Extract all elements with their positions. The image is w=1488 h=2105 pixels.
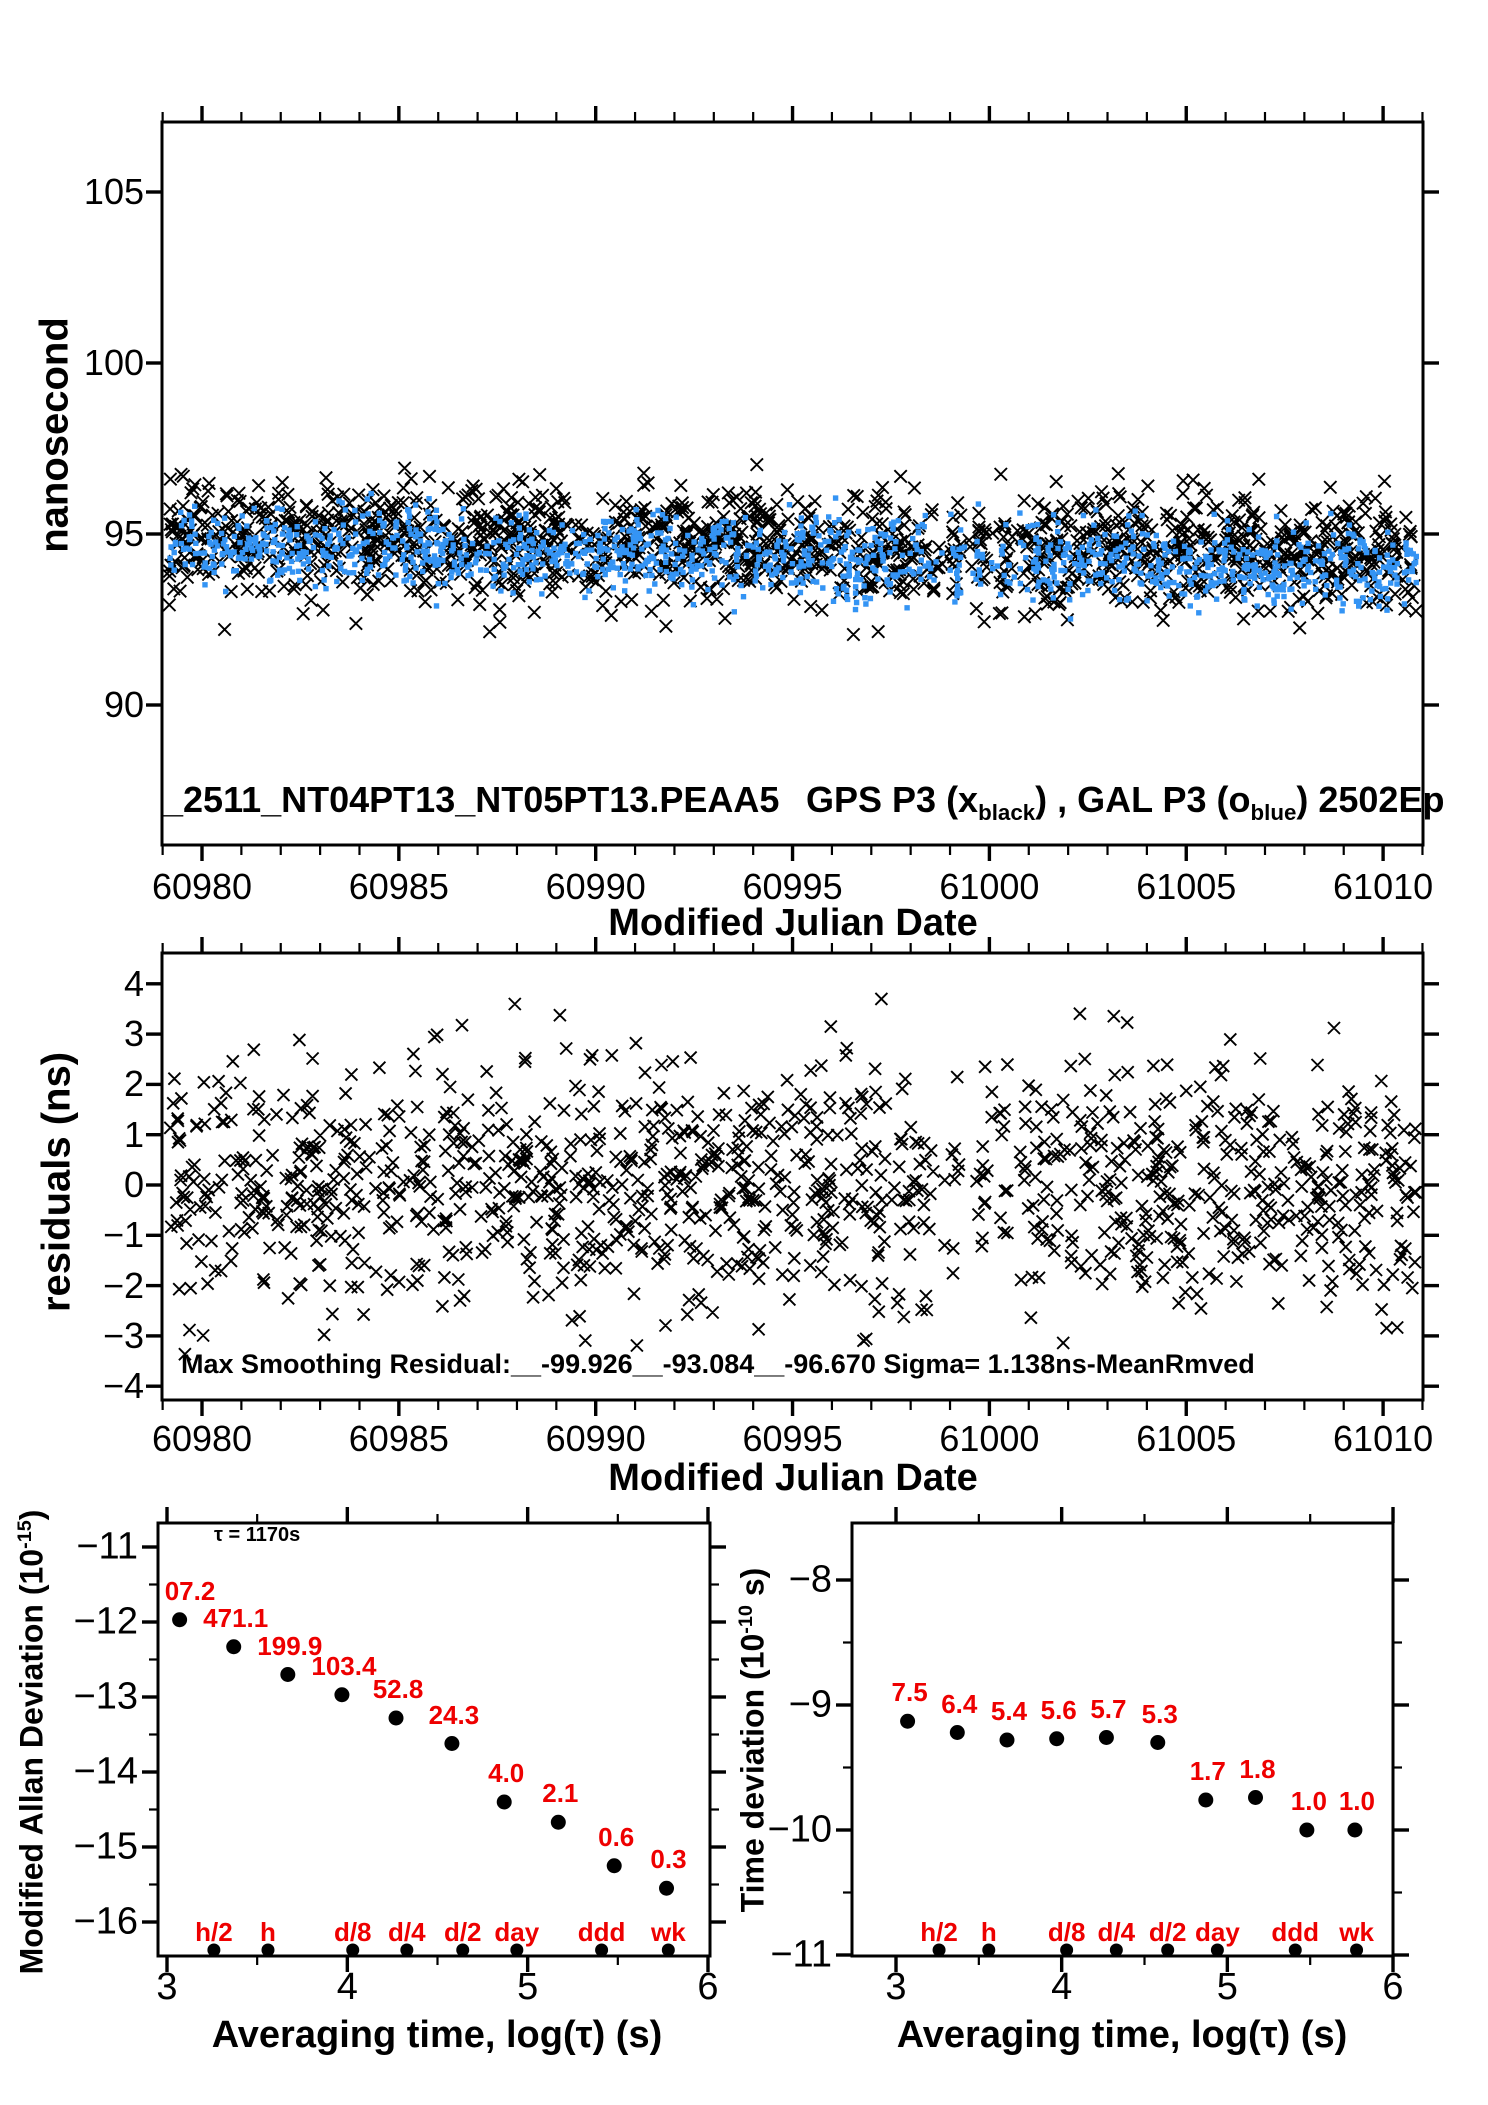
tdev-data-point (1150, 1735, 1165, 1750)
tdev-x-tick-label: 5 (1216, 1966, 1238, 2008)
tdev-ylabel-close: s) (734, 1567, 771, 1606)
mdev-point-label: 07.2 (164, 1575, 216, 1606)
panel1-x-tick-label: 61005 (1136, 866, 1237, 907)
mdev-point-label: 471.1 (203, 1602, 269, 1633)
panel2-y-tick-label: 0 (123, 1164, 144, 1205)
tdev-data-point (900, 1714, 915, 1729)
mdev-floor-label: ddd (577, 1917, 626, 1947)
tdev-data-point (1299, 1823, 1314, 1838)
legend-mid-text: ) , GAL P3 (o (1035, 779, 1251, 820)
tdev-floor-label: h (980, 1917, 997, 1947)
tdev-x-axis-title: Averaging time, log(τ) (s) (896, 2014, 1348, 2056)
mdev-x-axis-title: Averaging time, log(τ) (s) (211, 2014, 663, 2056)
tdev-data-point (950, 1725, 965, 1740)
mdev-y-tick-label: −16 (73, 1900, 138, 1943)
panel2-y-tick-label: −1 (102, 1214, 144, 1256)
mdev-floor-label: d/4 (388, 1917, 426, 1947)
tdev-x-tick-label: 4 (1051, 1966, 1073, 2008)
panel1-x-tick-label: 60980 (151, 866, 253, 907)
mdev-data-point (226, 1639, 241, 1654)
panel1-x-tick-label: 61000 (939, 866, 1040, 907)
tdev-ylabel-text: Time deviation (10 (734, 1633, 771, 1913)
tdev-point-label: 5.6 (1040, 1694, 1077, 1725)
panel1-x-tick-label: 60995 (742, 866, 843, 907)
panel2-y-tick-label: −4 (102, 1365, 144, 1407)
mdev-floor-label: d/8 (333, 1917, 372, 1947)
mdev-point-label: 2.1 (542, 1778, 579, 1809)
mdev-data-point (551, 1815, 566, 1830)
tdev-x-tick-label: 6 (1382, 1966, 1404, 2008)
tdev-x-tick-label: 3 (885, 1966, 907, 2008)
mdev-floor-label: wk (650, 1917, 686, 1947)
panel2-x-tick-label: 61005 (1136, 1418, 1237, 1459)
mdev-data-point (334, 1687, 349, 1702)
legend-gps-sub: black (978, 800, 1036, 826)
panel1-x-tick-label: 60990 (545, 866, 646, 907)
mdev-frame (158, 1523, 710, 1956)
mdev-point-label: 0.6 (598, 1821, 635, 1852)
panel2-x-tick-label: 60985 (348, 1418, 449, 1459)
mdev-data-point (659, 1881, 674, 1896)
mdev-x-tick-label: 4 (336, 1966, 358, 2008)
legend-gal-sub: blue (1250, 800, 1297, 826)
mdev-data-point (607, 1858, 622, 1873)
mdev-point-label: 4.0 (488, 1758, 525, 1788)
tdev-point-label: 5.3 (1141, 1698, 1178, 1729)
panel2-x-tick-label: 61010 (1333, 1418, 1434, 1459)
mdev-x-tick-label: 3 (156, 1966, 178, 2008)
tdev-point-label: 5.7 (1090, 1693, 1127, 1724)
mdev-ylabel-sup: -15 (13, 1520, 36, 1549)
panel1-title: _2511_NT04PT13_NT05PT13.PEAA5 (163, 779, 780, 820)
mdev-point-label: 103.4 (311, 1650, 377, 1681)
tdev-data-point (1347, 1823, 1362, 1838)
panel2-frame (162, 953, 1423, 1400)
mdev-data-point (389, 1711, 404, 1726)
tdev-floor-label: day (1194, 1917, 1240, 1947)
mdev-floor-label: day (494, 1917, 540, 1947)
legend-gps-text: GPS P3 (x (806, 779, 979, 820)
panel2-y-tick-label: 1 (123, 1113, 144, 1155)
tdev-floor-label: d/2 (1148, 1917, 1187, 1947)
tdev-ylabel-sup: -10 (734, 1605, 757, 1634)
panel2-x-tick-label: 61000 (939, 1418, 1040, 1459)
mdev-point-label: 0.3 (650, 1844, 687, 1875)
panel1-x-axis-title: Modified Julian Date (608, 902, 978, 944)
tdev-floor-label: d/8 (1047, 1917, 1086, 1947)
panel2-y-tick-label: 4 (123, 962, 144, 1004)
tdev-data-point (1198, 1793, 1213, 1808)
panel1-x-tick-label: 60985 (348, 866, 449, 907)
tdev-point-label: 6.4 (941, 1688, 978, 1719)
panel2-y-tick-label: 3 (123, 1013, 144, 1055)
panel1-y-tick-label: 95 (103, 513, 144, 554)
legend-end-text: ) 2502Ep (1296, 779, 1445, 820)
tdev-data-point (999, 1733, 1014, 1748)
tdev-y-tick-label: −9 (788, 1683, 832, 1726)
panel1-legend (806, 779, 1444, 826)
panel1-y-axis-title: nanosecond (32, 317, 77, 553)
panel1-y-tick-label: 100 (83, 342, 144, 383)
mdev-floor-label: h (260, 1917, 276, 1947)
mdev-y-tick-label: −14 (73, 1750, 138, 1793)
mdev-point-label: 24.3 (428, 1699, 480, 1730)
mdev-point-label: 199.9 (257, 1630, 323, 1661)
mdev-floor-label: d/2 (443, 1917, 482, 1947)
mdev-y-axis-title (14, 1510, 51, 1975)
panel2-y-tick-label: −2 (102, 1264, 144, 1306)
tdev-point-label: 1.0 (1290, 1786, 1327, 1816)
tdev-frame (852, 1523, 1393, 1956)
tau-annotation: τ = 1170s (214, 1524, 301, 1546)
tdev-point-label: 1.7 (1189, 1756, 1226, 1786)
tdev-floor-label: ddd (1271, 1917, 1320, 1947)
panel2-y-tick-label: −3 (102, 1314, 144, 1356)
panel2-x-tick-label: 60980 (151, 1418, 253, 1459)
panel2-x-axis-title: Modified Julian Date (608, 1457, 978, 1499)
tdev-floor-label: h/2 (920, 1917, 958, 1947)
mdev-y-tick-label: −15 (73, 1825, 138, 1868)
mdev-x-tick-label: 5 (517, 1966, 539, 2008)
tdev-floor-label: d/4 (1097, 1917, 1136, 1947)
mdev-data-point (172, 1612, 187, 1627)
panel2-annotation: Max Smoothing Residual:__-99.926__-93.084__-96.670 Sigma= 1.138ns-MeanRmved (181, 1349, 1255, 1379)
mdev-floor-label: h/2 (195, 1917, 233, 1947)
tdev-y-tick-label: −10 (767, 1808, 832, 1851)
tdev-point-label: 1.0 (1338, 1786, 1375, 1816)
tdev-y-tick-label: −11 (770, 1933, 832, 1976)
mdev-y-tick-label: −13 (73, 1675, 138, 1718)
residual-points (164, 993, 1421, 1360)
tdev-point-label: 1.8 (1239, 1753, 1276, 1784)
panel2-y-axis-title: residuals (ns) (34, 1051, 79, 1313)
panel2-y-tick-label: 2 (123, 1063, 144, 1105)
tdev-point-label: 5.4 (990, 1696, 1028, 1726)
mdev-y-tick-label: −12 (73, 1600, 138, 1643)
mdev-ylabel-close: ) (13, 1509, 50, 1521)
tdev-data-point (1049, 1731, 1064, 1746)
mdev-ylabel-text: Modified Allan Deviation (10 (13, 1548, 50, 1975)
mdev-data-point (497, 1795, 512, 1810)
mdev-x-tick-label: 6 (697, 1966, 719, 2008)
tdev-y-axis-title (735, 1568, 772, 1913)
panel2-x-tick-label: 60995 (742, 1418, 843, 1459)
tdev-point-label: 7.5 (891, 1677, 928, 1708)
panel1-y-tick-label: 90 (103, 684, 144, 725)
panel1-y-tick-label: 105 (83, 171, 144, 212)
mdev-data-point (444, 1736, 459, 1751)
tdev-data-point (1248, 1790, 1263, 1805)
mdev-point-label: 52.8 (372, 1674, 424, 1704)
mdev-y-tick-label: −11 (76, 1525, 138, 1568)
mdev-data-point (280, 1667, 295, 1682)
panel2-x-tick-label: 60990 (545, 1418, 646, 1459)
panel1-x-tick-label: 61010 (1333, 866, 1434, 907)
tdev-data-point (1099, 1730, 1114, 1745)
tdev-y-tick-label: −8 (788, 1558, 832, 1601)
tdev-floor-label: wk (1339, 1917, 1374, 1947)
